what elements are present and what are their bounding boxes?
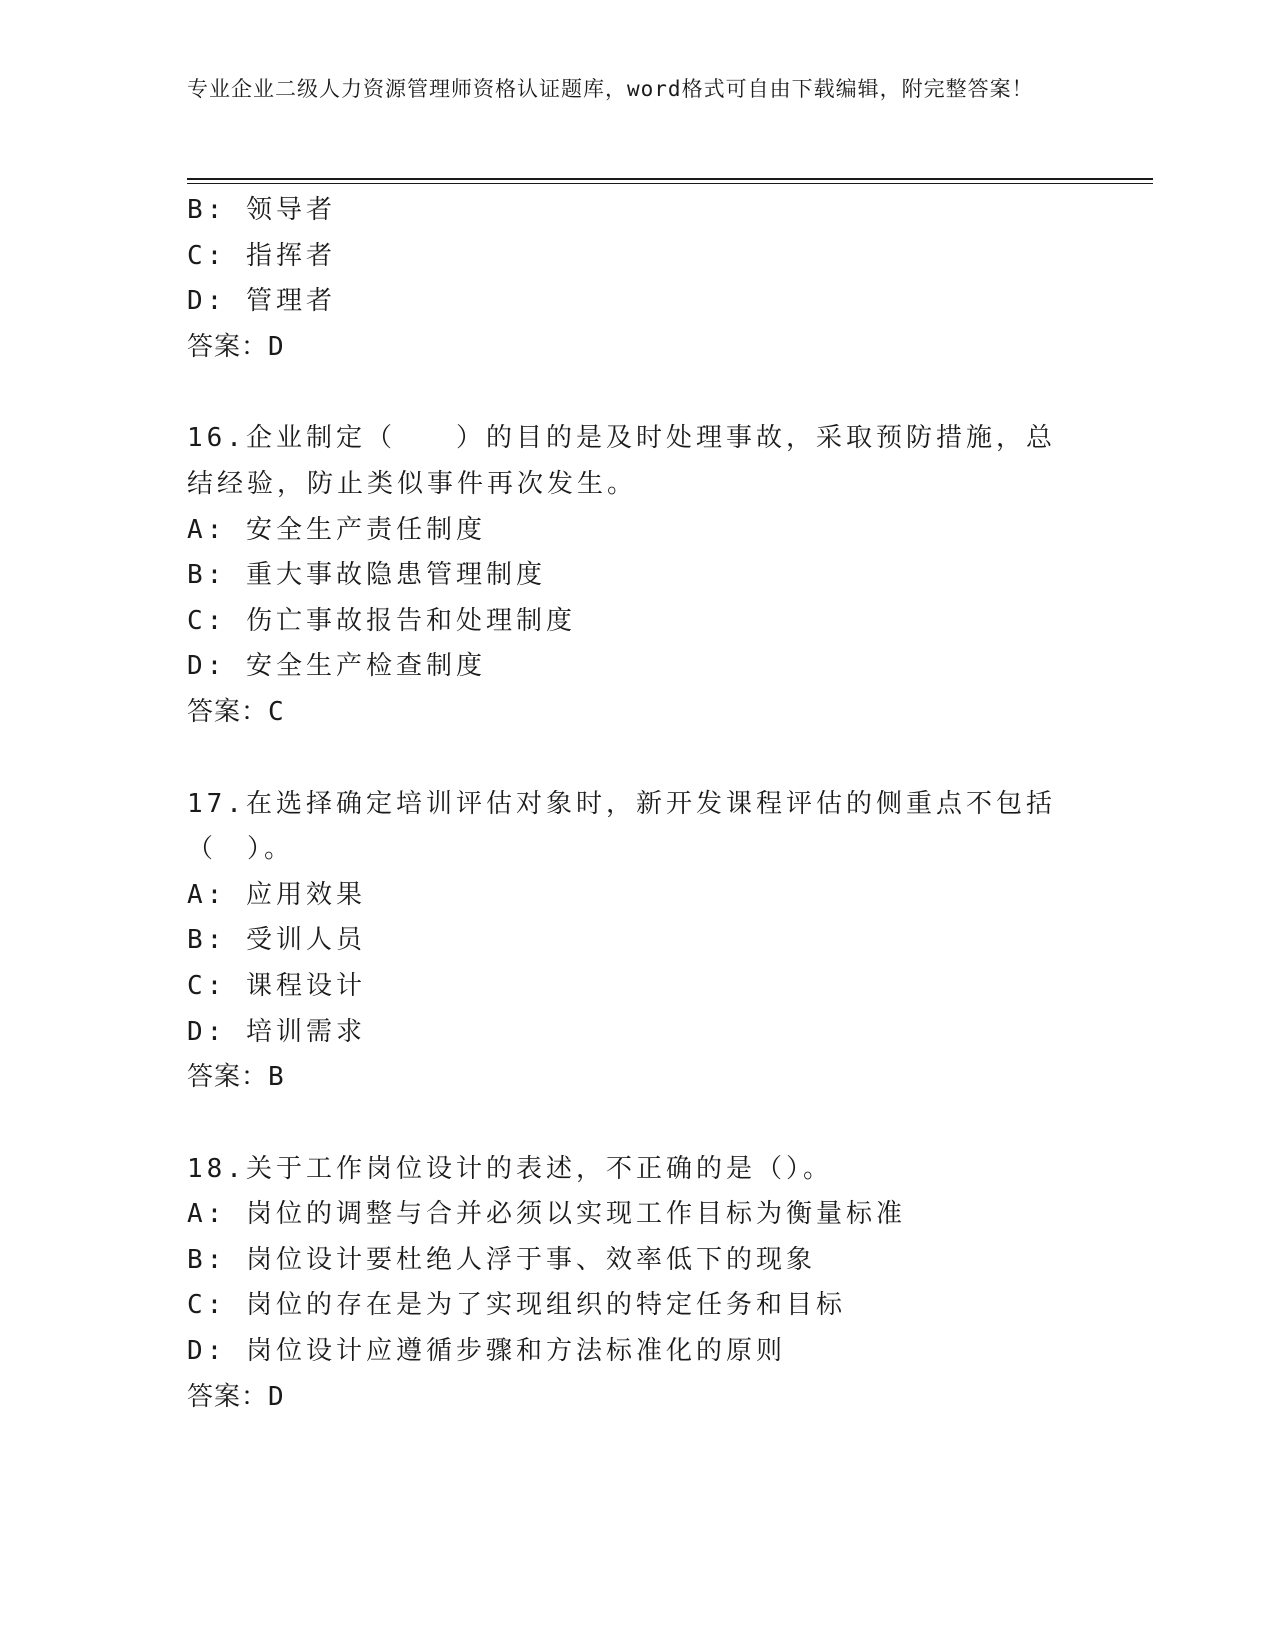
option-c: C: 课程设计 [187,970,366,1001]
option-d: D: 培训需求 [187,1016,366,1047]
option-a: A: 岗位的调整与合并必须以实现工作目标为衡量标准 [187,1199,906,1230]
question-16 [187,416,1087,735]
option-b: B: 重大事故隐患管理制度 [187,560,546,591]
answer-label: 答案： [187,331,269,362]
option-b: B: 受训人员 [187,925,366,956]
question-18 [187,1147,1087,1421]
question-list [187,188,1087,1420]
document-header: 专业企业二级人力资源管理师资格认证题库，word格式可自由下载编辑，附完整答案！ [187,77,1034,101]
option-a: A: 安全生产责任制度 [187,514,486,545]
question-stem: 18.关于工作岗位设计的表述，不正确的是（）。 [187,1153,833,1184]
option-d: D: 管理者 [187,286,336,317]
question-stem: 17.在选择确定培训评估对象时，新开发课程评估的侧重点不包括（ ）。 [187,788,1056,865]
option-a: A: 应用效果 [187,879,366,910]
answer-line [187,1055,1087,1101]
answer-line [187,690,1087,736]
question-stem: 16.企业制定（ ）的目的是及时处理事故，采取预防措施，总结经验，防止类似事件再次发生。 [187,423,1056,499]
answer-line [187,325,1087,371]
header-divider-thick [187,178,1153,180]
answer-value: B [268,1062,285,1093]
header-divider-thin [187,183,1153,184]
option-c: C: 伤亡事故报告和处理制度 [187,605,576,636]
option-c: C: 岗位的存在是为了实现组织的特定任务和目标 [187,1290,846,1321]
answer-value: C [268,696,285,727]
answer-value: D [268,1381,285,1412]
option-d: D: 安全生产检查制度 [187,651,486,682]
option-b: B: 领导者 [187,195,336,225]
answer-label: 答案： [187,696,269,727]
question-15-continued [187,188,1087,370]
option-c: C: 指挥者 [187,240,336,271]
option-b: B: 岗位设计要杜绝人浮于事、效率低下的现象 [187,1244,816,1275]
answer-label: 答案： [187,1381,269,1412]
option-d: D: 岗位设计应遵循步骤和方法标准化的原则 [187,1336,786,1367]
answer-value: D [268,331,285,362]
answer-label: 答案： [187,1062,269,1093]
answer-line [187,1375,1087,1421]
question-17 [187,782,1087,1101]
